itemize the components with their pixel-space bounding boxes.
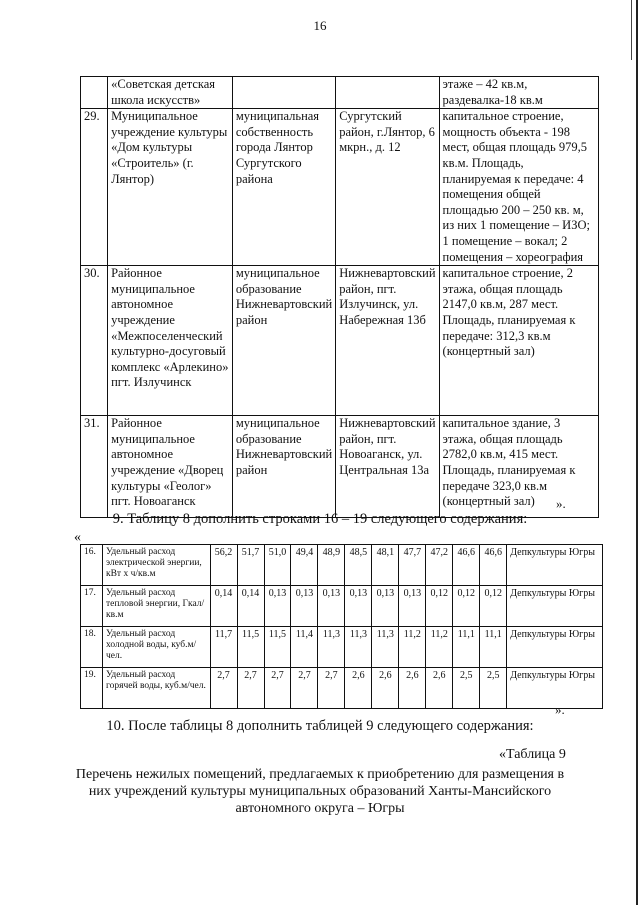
cell-value: 49,4 [291,545,318,586]
cell-source: Депкультуры Югры [507,627,603,668]
instruction-10: 10. После таблицы 8 дополнить таблицей 9 следующего содержания: [106,718,534,734]
cell-value: 11,1 [453,627,480,668]
cell-value: 11,2 [399,627,426,668]
cell-address: Нижневартовский район, пгт. Новоаганск, ул. Центральная 13а [336,416,439,518]
cell-source: Депкультуры Югры [507,586,603,627]
cell-value: 46,6 [453,545,480,586]
cell-num: 19. [81,668,103,709]
cell-description: капитальное здание, 3 этажа, общая площадь 2782,0 кв.м, 415 мест. Площадь, планируемая к передаче 323,0 кв.м (концертный зал) [439,416,598,518]
cell-address [336,77,439,109]
closing-quote-2: ». [555,702,565,717]
table-row [81,627,603,668]
cell-num: 30. [81,266,108,416]
table-row [81,586,603,627]
cell-value: 11,4 [291,627,318,668]
cell-name: Районное муниципальное автономное учреждение «Дворец культуры «Геолог» пгт. Новоаганск [108,416,233,518]
cell-value: 0,13 [264,586,291,627]
cell-value: 11,5 [264,627,291,668]
cell-num: 17. [81,586,103,627]
cell-value: 2,5 [480,668,507,709]
table-cultural-facilities [80,76,599,518]
cell-value: 0,13 [345,586,372,627]
cell-name: Районное муниципальное автономное учреждение «Межпоселенческий культурно-досуговый комплекс «Арлекино» пгт. Излучинск [108,266,233,416]
cell-value: 11,7 [210,627,237,668]
cell-value: 11,3 [372,627,399,668]
instruction-9: 9. Таблицу 8 дополнить строками 16 – 19 следующего содержания: [112,511,528,527]
cell-value: 0,13 [291,586,318,627]
cell-owner: муниципальное образование Нижневартовский район [232,416,335,518]
page-edge-line [636,0,638,905]
cell-value: 0,12 [480,586,507,627]
cell-owner: муниципальная собственность города Лянтор Сургутского района [232,109,335,266]
cell-value: 0,13 [372,586,399,627]
cell-value: 48,9 [318,545,345,586]
cell-value: 2,6 [426,668,453,709]
cell-value: 11,3 [318,627,345,668]
cell-source: Депкультуры Югры [507,545,603,586]
table-row [81,668,603,709]
cell-value: 0,12 [453,586,480,627]
cell-name: Муниципальное учреждение культуры «Дом культуры «Строитель» (г. Лянтор) [108,109,233,266]
cell-value: 0,14 [210,586,237,627]
cell-source: Депкультуры Югры [507,668,603,709]
cell-address: Сургутский район, г.Лянтор, 6 мкрн., д. 12 [336,109,439,266]
cell-description: капитальное строение, 2 этажа, общая площадь 2147,0 кв.м, 287 мест. Площадь, планируемая к передаче: 312,3 кв.м (концертный зал) [439,266,598,416]
cell-value: 2,6 [372,668,399,709]
cell-owner [232,77,335,109]
cell-value: 0,13 [318,586,345,627]
table-row [81,77,599,109]
page-number: 16 [313,18,327,33]
cell-description: капитальное строение, мощность объекта - 198 мест, общая площадь 979,5 кв.м. Площадь, планируемая к передаче: 4 помещения общей площадью 200 – 250 кв. м, из них 1 помещение – ИЗО; 1 помещение – вокал; 2 помещения – хореография [439,109,598,266]
cell-indicator: Удельный расход тепловой энергии, Гкал/кв.м [102,586,210,627]
cell-num: 31. [81,416,108,518]
table-8-rows [80,544,603,709]
opening-quote: « [74,530,81,545]
cell-value: 51,7 [237,545,264,586]
cell-value: 48,5 [345,545,372,586]
cell-indicator: Удельный расход горячей воды, куб.м/чел. [102,668,210,709]
cell-address: Нижневартовский район, пгт. Излучинск, ул. Набережная 13б [336,266,439,416]
cell-value: 2,7 [264,668,291,709]
cell-value: 47,2 [426,545,453,586]
cell-value: 11,3 [345,627,372,668]
cell-value: 46,6 [480,545,507,586]
cell-value: 2,6 [399,668,426,709]
cell-value: 48,1 [372,545,399,586]
cell-num [81,77,108,109]
table-9-label: «Таблица 9 [499,747,566,762]
cell-value: 0,13 [399,586,426,627]
cell-num: 16. [81,545,103,586]
closing-quote-1: ». [556,496,566,511]
cell-value: 0,14 [237,586,264,627]
cell-value: 2,7 [210,668,237,709]
cell-num: 29. [81,109,108,266]
cell-name: «Советская детская школа искусств» [108,77,233,109]
table-9-heading: Перечень нежилых помещений, предлагаемых к приобретению для размещения в них учреждений культуры муниципальных образований Ханты-Мансийского автономного округа – Югры [75,767,565,816]
cell-value: 2,7 [291,668,318,709]
cell-owner: муниципальное образование Нижневартовский район [232,266,335,416]
cell-value: 0,12 [426,586,453,627]
cell-indicator: Удельный расход электрической энергии, кВт х ч/кв.м [102,545,210,586]
table-row [81,266,599,416]
cell-indicator: Удельный расход холодной воды, куб.м/чел. [102,627,210,668]
table-row [81,109,599,266]
cell-value: 2,6 [345,668,372,709]
cell-value: 2,7 [318,668,345,709]
cell-description: этаже – 42 кв.м, раздевалка-18 кв.м [439,77,598,109]
cell-value: 51,0 [264,545,291,586]
cell-value: 2,7 [237,668,264,709]
cell-num: 18. [81,627,103,668]
cell-value: 11,2 [426,627,453,668]
table-row [81,416,599,518]
table-row [81,545,603,586]
cell-value: 56,2 [210,545,237,586]
cell-value: 47,7 [399,545,426,586]
cell-value: 2,5 [453,668,480,709]
cell-value: 11,5 [237,627,264,668]
cell-value: 11,1 [480,627,507,668]
